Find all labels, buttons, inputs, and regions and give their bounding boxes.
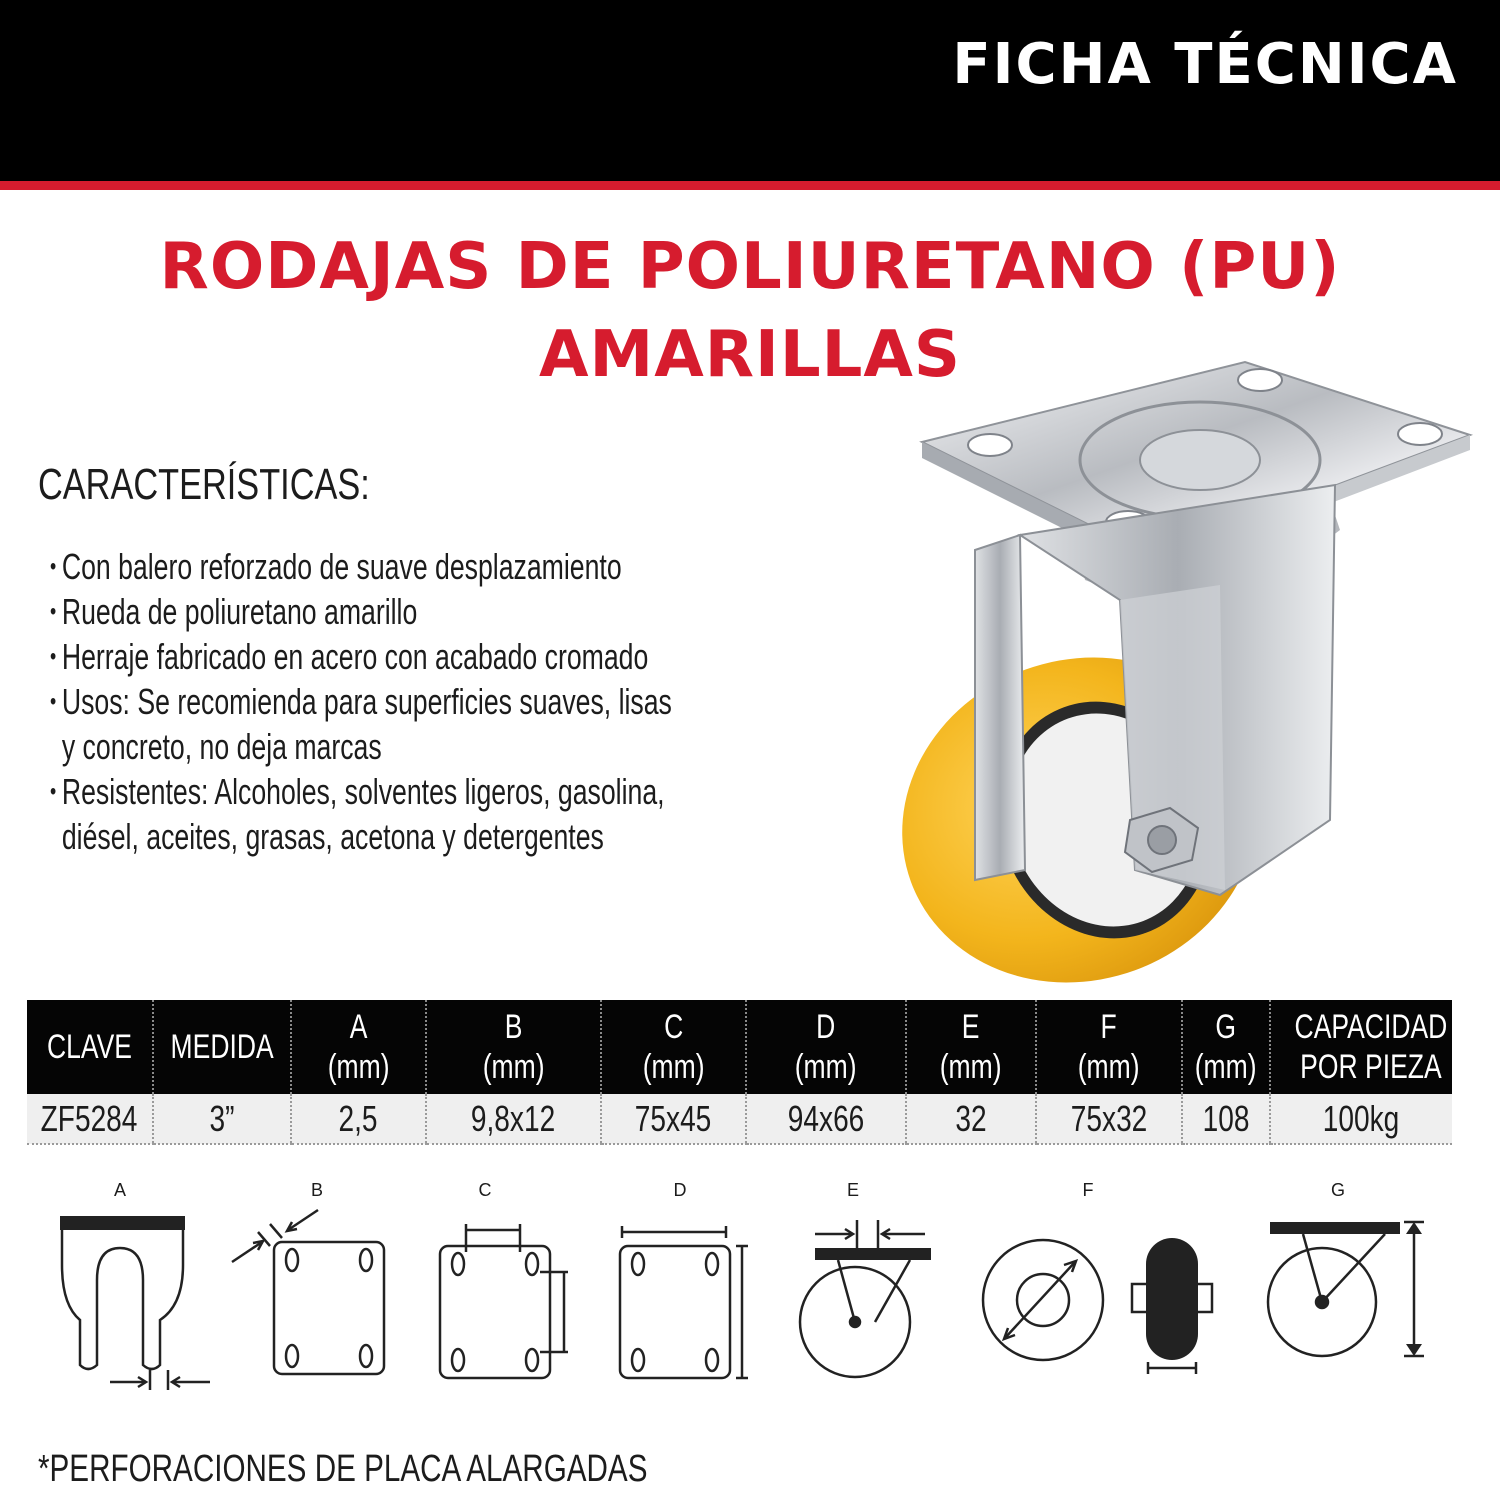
chrome-fork — [975, 535, 1025, 880]
feature-text: Resistentes: Alcoholes, solventes ligeros, gasolina, — [61, 771, 665, 812]
cell-e: 32 — [906, 1094, 1036, 1144]
header-cell-capacidad: CAPACIDAD POR PIEZA — [1270, 1000, 1452, 1094]
header-cell-a: A (mm) — [291, 1000, 426, 1094]
cell-b: 9,8x12 — [426, 1094, 601, 1144]
table-header-row — [27, 1000, 1452, 1094]
cell-capacidad: 100kg — [1270, 1094, 1452, 1144]
header-cell-e: E (mm) — [906, 1000, 1036, 1094]
feature-text: Rueda de poliuretano amarillo — [61, 591, 418, 632]
header-cell-c: C (mm) — [601, 1000, 746, 1094]
header-cell-medida: MEDIDA — [153, 1000, 291, 1094]
feature-text-continued: diésel, aceites, grasas, acetona y detergentes — [61, 816, 604, 857]
cell-g: 108 — [1182, 1094, 1270, 1144]
cell-c: 75x45 — [601, 1094, 746, 1144]
product-title-line-2: AMARILLAS — [538, 318, 962, 392]
svg-text:B: B — [310, 1180, 324, 1200]
dimension-diagrams — [0, 1170, 1500, 1410]
header-cell-b: B (mm) — [426, 1000, 601, 1094]
svg-text:F: F — [1082, 1180, 1094, 1200]
diagram-c — [440, 1180, 568, 1378]
cell-f: 75x32 — [1036, 1094, 1182, 1144]
cell-a: 2,5 — [291, 1094, 426, 1144]
diagram-a — [60, 1180, 210, 1390]
header-cell-d: D (mm) — [746, 1000, 906, 1094]
feature-item — [50, 589, 716, 634]
feature-item — [50, 634, 716, 679]
header-cell-clave: CLAVE — [27, 1000, 153, 1094]
cell-clave: ZF5284 — [27, 1094, 153, 1144]
feature-item — [50, 544, 716, 589]
header-title: FICHA TÉCNICA — [952, 32, 1458, 97]
svg-text:C: C — [478, 1180, 492, 1200]
svg-text:D: D — [673, 1180, 687, 1200]
feature-text: Con balero reforzado de suave desplazamiento — [61, 546, 622, 587]
diagram-d — [620, 1180, 748, 1378]
features-heading: CARACTERÍSTICAS: — [38, 460, 370, 509]
header-cell-f: F (mm) — [1036, 1000, 1182, 1094]
footnote: *PERFORACIONES DE PLACA ALARGADAS — [38, 1448, 648, 1490]
cell-medida: 3” — [153, 1094, 291, 1144]
caster-wheel-illustration — [880, 350, 1480, 990]
features-list — [50, 544, 716, 859]
header-accent-stripe — [0, 181, 1500, 190]
diagram-f — [983, 1180, 1212, 1374]
diagram-g — [1268, 1180, 1424, 1356]
feature-item — [50, 769, 716, 859]
cell-d: 94x66 — [746, 1094, 906, 1144]
diagram-b — [232, 1180, 384, 1374]
feature-text: Usos: Se recomienda para superficies suaves, lisas — [61, 681, 672, 722]
feature-item — [50, 679, 716, 769]
product-title-line-1: RODAJAS DE POLIURETANO (PU) — [159, 230, 1341, 304]
feature-text: Herraje fabricado en acero con acabado cromado — [61, 636, 649, 677]
table-row — [27, 1094, 1452, 1144]
svg-text:G: G — [1330, 1180, 1346, 1200]
spec-table — [27, 1000, 1452, 1145]
svg-text:E: E — [846, 1180, 860, 1200]
svg-text:A: A — [113, 1180, 127, 1200]
diagram-e — [800, 1180, 931, 1377]
feature-text-continued: y concreto, no deja marcas — [61, 726, 382, 767]
header-cell-g: G (mm) — [1182, 1000, 1270, 1094]
